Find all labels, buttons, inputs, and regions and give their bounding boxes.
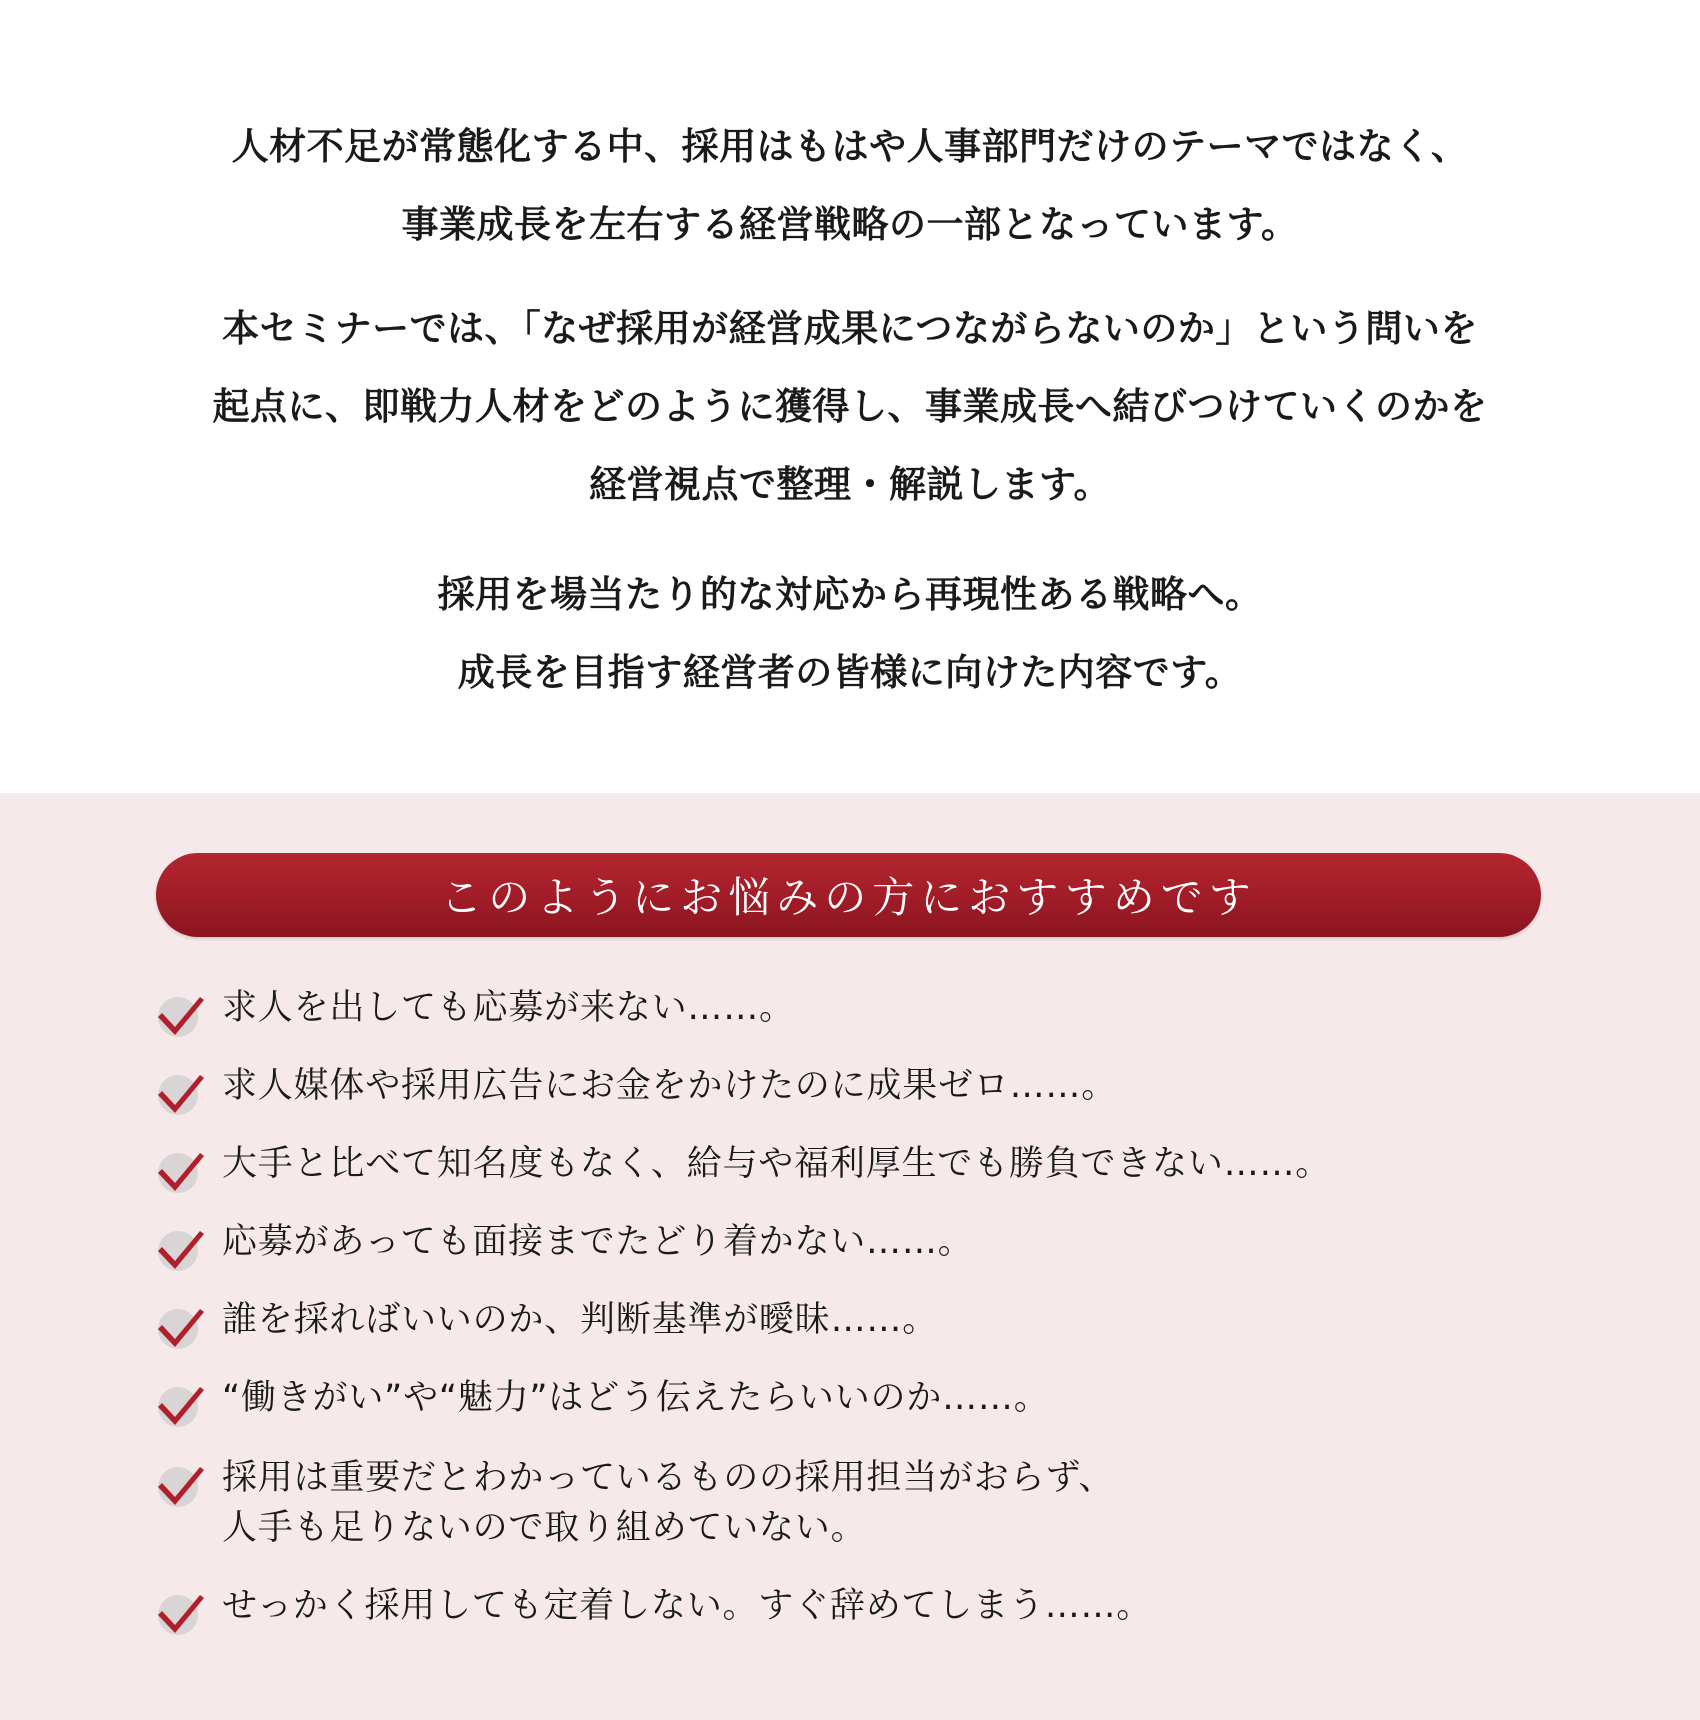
list-item [156,1139,1576,1199]
check-mark-icon [156,1303,204,1351]
concerns-banner [156,853,1541,937]
check-mark-icon [156,1147,204,1195]
list-item [156,1453,1576,1563]
list-item-line: “働きがい”や“魅力”はどう伝えたらいいのか……。 [222,1378,1050,1418]
list-item-line: 求人媒体や採用広告にお金をかけたのに成果ゼロ……。 [222,1066,1118,1106]
concerns-section [0,793,1700,1720]
list-item-text [222,983,795,1033]
list-item [156,1373,1576,1433]
list-item-text [222,1139,1331,1189]
intro-line: 本セミナーでは、「なぜ採用が経営成果につながらないのか」という問いを [222,307,1478,350]
list-item [156,1295,1576,1355]
list-item-line: 人手も足りないので取り組めていない。 [222,1508,867,1548]
check-mark-icon [156,991,204,1039]
check-mark-icon [156,1461,204,1509]
intro-line: 事業成長を左右する経営戦略の一部となっています。 [401,203,1299,246]
check-mark-icon [156,1069,204,1117]
list-item-text [222,1373,1050,1423]
list-item-line: 大手と比べて知名度もなく、給与や福利厚生でも勝負できない……。 [222,1144,1332,1184]
list-item-text [222,1217,973,1267]
list-item-text [222,1295,938,1345]
intro-line: 起点に、即戦力人材をどのように獲得し、事業成長へ結びつけていくのかを [212,385,1488,428]
intro-section [0,0,1700,793]
list-item-line: 求人を出しても応募が来ない……。 [222,988,795,1028]
intro-line: 人材不足が常態化する中、採用はもはや人事部門だけのテーマではなく、 [231,125,1469,168]
check-mark-icon [156,1589,204,1637]
intro-paragraph-3 [0,556,1700,712]
list-item-line: 採用は重要だとわかっているものの採用担当がおらず、 [222,1458,1115,1498]
list-item [156,1581,1576,1641]
list-item-text [222,1581,1152,1631]
list-item [156,1061,1576,1121]
check-mark-icon [156,1381,204,1429]
list-item-line: せっかく採用しても定着しない。すぐ辞めてしまう……。 [222,1586,1153,1626]
list-item-line: 誰を採ればいいのか、判断基準が曖昧……。 [222,1300,939,1340]
list-item-line: 応募があっても面接までたどり着かない……。 [222,1222,974,1262]
intro-line: 成長を目指す経営者の皆様に向けた内容です。 [457,651,1243,694]
intro-line: 採用を場当たり的な対応から再現性ある戦略へ。 [437,573,1263,616]
concerns-title: このようにお悩みの方におすすめです [440,873,1257,922]
list-item [156,983,1576,1043]
list-item [156,1217,1576,1277]
intro-line: 経営視点で整理・解説します。 [588,463,1112,506]
intro-paragraph-2 [0,290,1700,524]
intro-paragraph-1 [0,108,1700,264]
list-item-text [222,1453,1114,1553]
check-mark-icon [156,1225,204,1273]
list-item-text [222,1061,1117,1111]
